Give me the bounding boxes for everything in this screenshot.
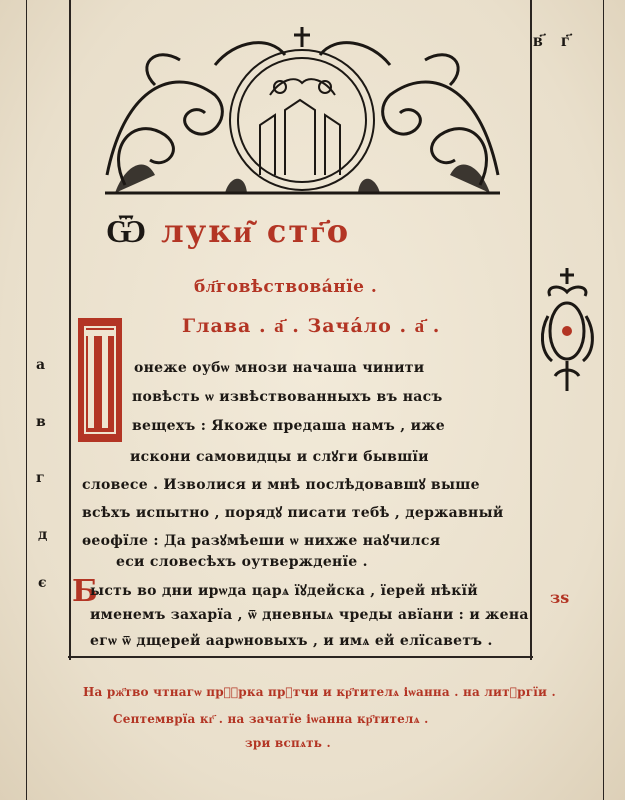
- book-subtitle: бл҃говѣствова́нїе .: [194, 277, 378, 297]
- body-line: именемъ захарїа , ѿ дневныѧ чреды авїани : и жена: [90, 607, 529, 623]
- body-line: егѡ ѿ дщерей аарѡновыхъ , и имѧ ей елїсаветъ .: [90, 633, 493, 649]
- second-initial: Б: [72, 574, 98, 609]
- margin-ornament: [540, 266, 595, 396]
- footer-rubric-note: Септемврїа кг҃ . на зачатїе іѡанна кр҃тителѧ .: [113, 712, 429, 726]
- body-line: ысть во дни ирѡда царѧ їꙋдейска , їерей нѣкїй: [90, 583, 478, 599]
- footer-rubric-note: зри вспѧть .: [245, 736, 331, 750]
- margin-rule-left: [69, 0, 71, 660]
- chapter-heading: Глава . а҃ . Зача́ло . а҃ .: [182, 315, 441, 337]
- verse-number: в: [36, 414, 46, 430]
- title-prefix: Ѿ: [106, 212, 149, 250]
- body-line: ѳеофїле : Да разꙋмѣеши ѡ нихже наꙋчился: [82, 533, 441, 549]
- body-line: всѣхъ испытно , порядꙋ писати тебѣ , державный: [82, 505, 504, 521]
- margin-rule-right: [530, 0, 532, 660]
- right-margin-reference: зѕ: [550, 588, 570, 607]
- footer-rubric-note: На рж҃тво чтнагѡ прⷪ҇рка прⷣтчи и кр҃тителѧ іѡанна . на литꙋргїи .: [83, 685, 556, 699]
- text-block-bottom-rule: [68, 656, 533, 658]
- page-edge-rule-right: [603, 0, 604, 800]
- book-title: [106, 212, 350, 250]
- drop-cap-stroke-right: [102, 332, 108, 428]
- body-line: еси словесѣхъ оутвержденїе .: [116, 554, 368, 570]
- title-text: луки͂ стг҃о: [161, 212, 351, 250]
- body-line: повѣсть ѡ извѣствованныхъ въ насъ: [132, 389, 443, 405]
- body-line: вещехъ : Якоже предаша намъ , иже: [132, 418, 445, 434]
- body-line: искони самовидцы и слꙋги бывшїи: [130, 449, 429, 465]
- woodcut-headpiece: [95, 25, 510, 200]
- body-line: онеже оубѡ мнози начаша чинити: [134, 360, 425, 376]
- verse-number: г: [36, 470, 45, 486]
- body-line: словесе . Изволися и мнѣ послѣдовавшꙋ выше: [82, 477, 480, 493]
- drop-cap-initial: [78, 318, 122, 442]
- verse-number: а: [36, 357, 46, 373]
- folio-number: в҃ г҃: [533, 30, 576, 51]
- verse-number: д: [38, 527, 48, 543]
- drop-cap-stroke-left: [88, 332, 94, 428]
- verse-number: є: [38, 575, 47, 591]
- page-edge-rule-left: [26, 0, 27, 800]
